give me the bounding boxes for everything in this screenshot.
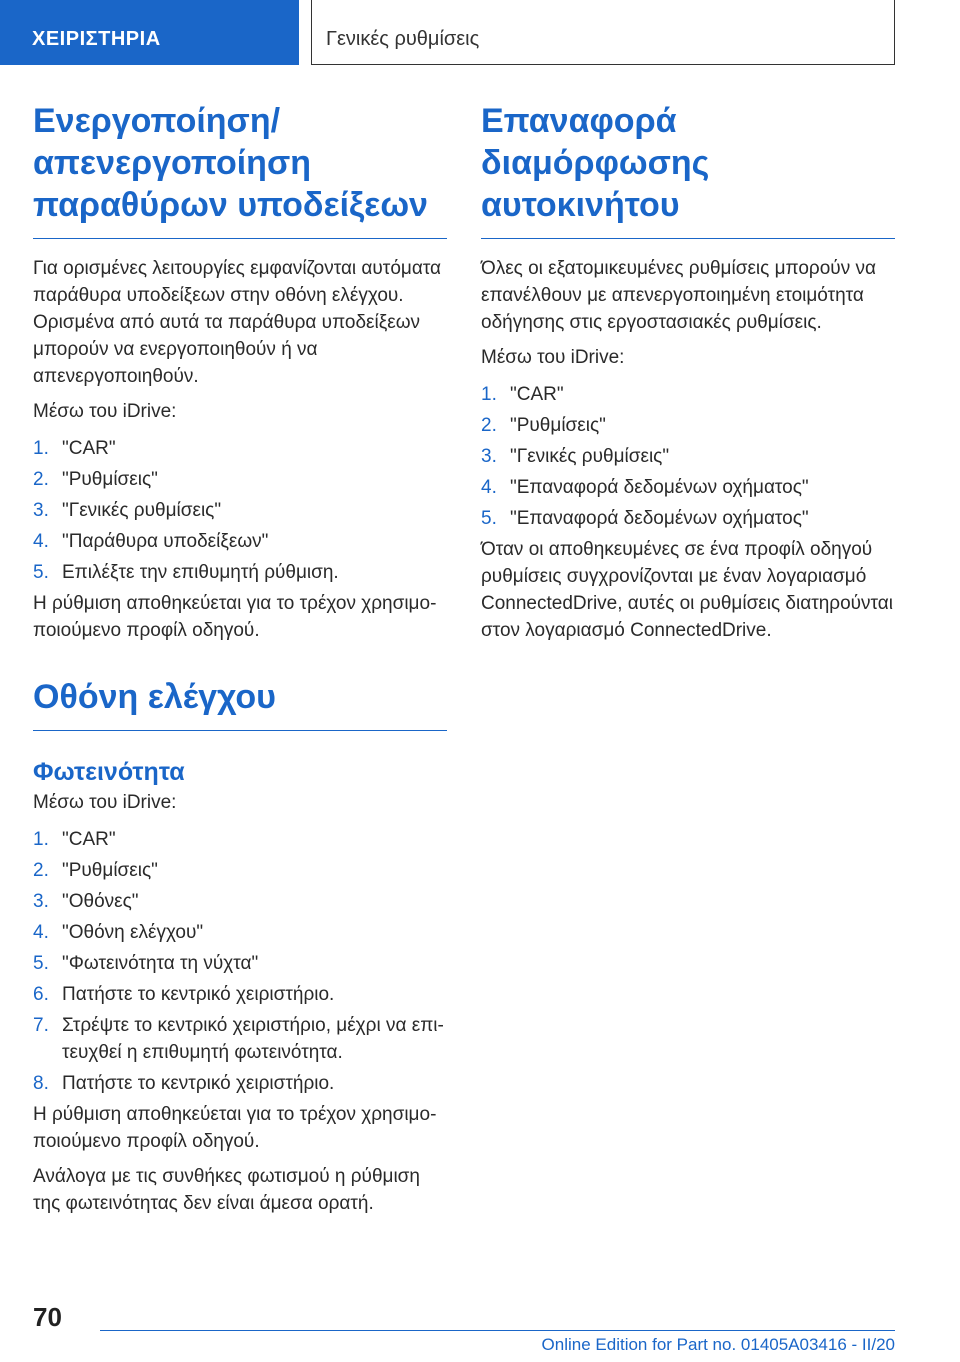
subsection-title-brightness: Φωτεινότητα [33,758,185,786]
via-idrive-label: Μέσω του iDrive: [481,347,625,368]
edition-link[interactable]: Online Edition for Part no. 01405A03416 - II/20 [541,1335,895,1354]
list-item: 4. "Παράθυρα υποδείξεων" [33,531,269,552]
intro-paragraph: Όλες οι εξατομικευμένες ρυθμίσεις μπορούν να επανέλθουν με απενεργοποιημένη ετοιμότητα οδήγησης στις εργοστασιακές ρυθμίσεις. [481,258,876,333]
note-paragraph: Η ρύθμιση αποθηκεύεται για το τρέχον χρησιμοποιούμενο προφίλ οδηγού. [33,593,437,641]
page-number: 70 [33,1302,62,1332]
via-idrive-label: Μέσω του iDrive: [33,401,177,422]
list-item: 3. "Γενικές ρυθμίσεις" [33,500,222,521]
list-item: 2. "Ρυθμίσεις" [33,860,158,881]
steps-list-reset [481,381,895,532]
list-item: 4. "Οθόνη ελέγχου" [33,922,204,943]
list-item: 5. Επιλέξτε την επιθυμητή ρύθμιση. [33,562,339,583]
section-tab: ΧΕΙΡΙΣΤΗΡΙΑ [0,0,299,65]
note-paragraph: Όταν οι αποθηκευμένες σε ένα προφίλ οδηγού ρυθμίσεις συγχρονίζονται με έναν λογαριασμό ConnectedDrive, αυτές οι ρυθμίσεις διατηρούνται στον λογαριασμό ConnectedDrive. [481,539,893,641]
list-item: 7. Στρέψτε το κεντρικό χειριστήριο, μέχρι να επιτευχθεί η επιθυμητή φωτεινότητα. [33,1015,444,1063]
list-item: 8. Πατήστε το κεντρικό χειριστήριο. [33,1073,335,1094]
list-item: 5. "Επαναφορά δεδομένων οχήματος" [481,508,809,529]
list-item: 1. "CAR" [33,438,116,459]
note-paragraph: Ανάλογα με τις συνθήκες φωτισμού η ρύθμιση της φωτεινότητας δεν είναι άμεσα ορατή. [33,1166,420,1214]
note-paragraph: Η ρύθμιση αποθηκεύεται για το τρέχον χρησιμοποιούμενο προφίλ οδηγού. [33,1104,437,1152]
footer-divider [100,1330,895,1331]
section-title-control-display: Οθόνη ελέγχου [33,676,447,731]
list-item: 3. "Οθόνες" [33,891,139,912]
left-column [33,100,447,1217]
list-item: 2. "Ρυθμίσεις" [481,415,606,436]
list-item: 2. "Ρυθμίσεις" [33,469,158,490]
list-item: 4. "Επαναφορά δεδομένων οχήματος" [481,477,809,498]
intro-paragraph: Για ορισμένες λειτουργίες εμφανίζονται αυτόματα παράθυρα υποδείξεων στην οθόνη ελέγχου. Ορισμένα από αυτά τα παράθυρα υποδείξεων μπορούν να ενεργοποιηθούν ή να απενεργοποιηθούν. [33,258,442,387]
steps-list-brightness [33,826,447,1097]
list-item: 1. "CAR" [481,384,564,405]
list-item: 6. Πατήστε το κεντρικό χειριστήριο. [33,984,335,1005]
list-item: 5. "Φωτεινότητα τη νύχτα" [33,953,259,974]
subsection-header: Γενικές ρυθμίσεις [311,0,895,65]
right-column [481,100,895,644]
section-title-hint-windows: Ενεργοποίηση/ απενεργοποίηση παραθύρων υποδείξεων [33,100,447,239]
list-item: 1. "CAR" [33,829,116,850]
list-item: 3. "Γενικές ρυθμίσεις" [481,446,670,467]
steps-list-hint-windows [33,435,447,586]
via-idrive-label: Μέσω του iDrive: [33,792,177,813]
section-title-reset-vehicle: Επαναφορά διαμόρφωσης αυτοκινήτου [481,100,895,239]
